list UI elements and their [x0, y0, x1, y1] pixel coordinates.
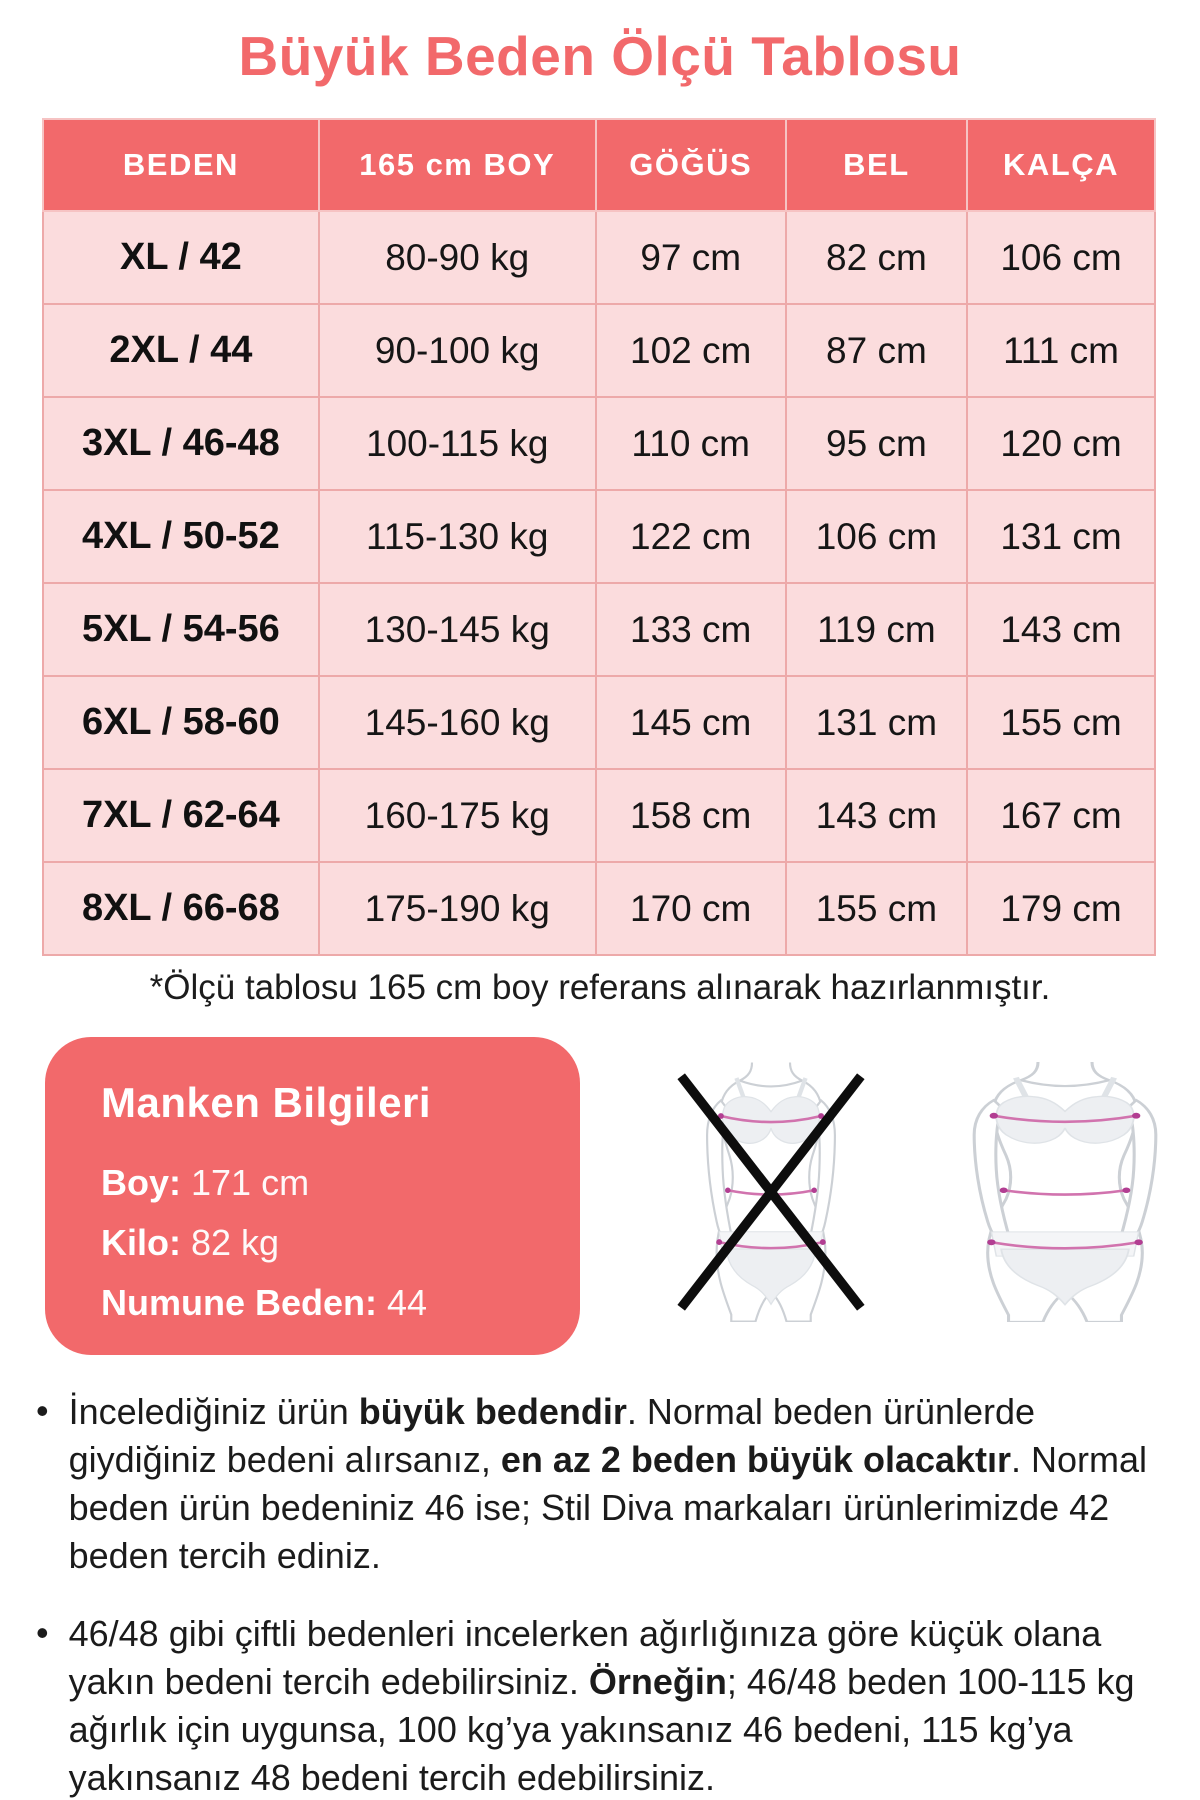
table-cell: 143 cm [967, 583, 1155, 676]
table-cell: 179 cm [967, 862, 1155, 955]
bold-text-segment: Örneğin [588, 1661, 727, 1702]
table-cell: 133 cm [596, 583, 786, 676]
table-cell: 143 cm [786, 769, 967, 862]
bold-text-segment: büyük bedendir [358, 1391, 627, 1432]
bullet-list [36, 1388, 1174, 1800]
table-cell: 122 cm [596, 490, 786, 583]
column-header: KALÇA [967, 119, 1155, 211]
table-cell: 102 cm [596, 304, 786, 397]
table-cell: 170 cm [596, 862, 786, 955]
table-cell: 155 cm [786, 862, 967, 955]
table-cell: 131 cm [967, 490, 1155, 583]
table-row [43, 862, 1155, 955]
table-cell: 6XL / 58-60 [43, 676, 319, 769]
model-info-card [45, 1037, 580, 1355]
model-info-value: 82 kg [190, 1222, 280, 1263]
table-row [43, 769, 1155, 862]
table-cell: 97 cm [596, 211, 786, 304]
table-cell: 106 cm [967, 211, 1155, 304]
table-cell: 111 cm [967, 304, 1155, 397]
size-table-head [43, 119, 1155, 211]
table-row [43, 304, 1155, 397]
size-table-wrap [42, 118, 1156, 956]
bullet-text [69, 1610, 1174, 1800]
table-cell: 119 cm [786, 583, 967, 676]
column-header: BEL [786, 119, 967, 211]
table-row [43, 211, 1155, 304]
table-row [43, 490, 1155, 583]
text-segment: 46/48 gibi çiftli bedenleri incelerken ağırlığınıza göre küçük olana yakın bedeni tercih edebilirsiniz. [68, 1613, 1102, 1702]
size-table [42, 118, 1156, 956]
table-cell: XL / 42 [43, 211, 319, 304]
size-table-body [43, 211, 1155, 955]
bullet-item [36, 1388, 1174, 1580]
model-info-label: Kilo: [101, 1222, 181, 1263]
table-cell: 158 cm [596, 769, 786, 862]
model-info-label: Numune Beden: [101, 1282, 378, 1323]
model-info-line [101, 1273, 550, 1333]
bullet-text [69, 1388, 1174, 1580]
table-cell: 3XL / 46-48 [43, 397, 319, 490]
body-silhouette-plus-icon [930, 1062, 1200, 1322]
table-cell: 175-190 kg [319, 862, 596, 955]
table-cell: 131 cm [786, 676, 967, 769]
model-info-line [101, 1153, 550, 1213]
table-cell: 106 cm [786, 490, 967, 583]
table-cell: 7XL / 62-64 [43, 769, 319, 862]
table-cell: 167 cm [967, 769, 1155, 862]
table-cell: 155 cm [967, 676, 1155, 769]
bullet-item [36, 1610, 1174, 1800]
text-segment: İncelediğiniz ürün [68, 1391, 359, 1432]
body-silhouette-slim-icon [676, 1062, 866, 1322]
table-cell: 8XL / 66-68 [43, 862, 319, 955]
table-cell: 2XL / 44 [43, 304, 319, 397]
table-cell: 145-160 kg [319, 676, 596, 769]
page-title: Büyük Beden Ölçü Tablosu [238, 25, 962, 87]
table-cell: 120 cm [967, 397, 1155, 490]
bold-text-segment: en az 2 beden büyük olacaktır [500, 1439, 1012, 1480]
table-cell: 145 cm [596, 676, 786, 769]
table-cell: 80-90 kg [319, 211, 596, 304]
model-info-value: 44 [387, 1282, 428, 1323]
table-row [43, 397, 1155, 490]
model-info-lines [101, 1153, 550, 1333]
model-info-label: Boy: [101, 1162, 181, 1203]
column-header: BEDEN [43, 119, 319, 211]
table-cell: 130-145 kg [319, 583, 596, 676]
table-cell: 4XL / 50-52 [43, 490, 319, 583]
bullet-dot-icon: • [36, 1612, 49, 1653]
table-cell: 95 cm [786, 397, 967, 490]
table-cell: 115-130 kg [319, 490, 596, 583]
table-row [43, 676, 1155, 769]
table-cell: 100-115 kg [319, 397, 596, 490]
table-cell: 110 cm [596, 397, 786, 490]
text-segment: ; 46/48 beden 100-115 kg ağırlık için uygunsa, 100 kg’ya yakınsanız 46 bedeni, 115 kg’ya yakınsanız 48 bedeni tercih edebilirsiniz. [68, 1661, 1135, 1798]
column-header: GÖĞÜS [596, 119, 786, 211]
model-info-line [101, 1213, 550, 1273]
column-header: 165 cm BOY [319, 119, 596, 211]
text-segment: . Normal beden ürün bedeniniz 46 ise; Stil Diva markaları ürünlerimizde 42 beden tercih ediniz. [68, 1439, 1148, 1576]
model-info-heading: Manken Bilgileri [101, 1079, 432, 1126]
table-row [43, 583, 1155, 676]
model-info-value: 171 cm [191, 1162, 310, 1203]
header-row [43, 119, 1155, 211]
table-cell: 90-100 kg [319, 304, 596, 397]
bullet-dot-icon: • [36, 1390, 49, 1431]
table-cell: 87 cm [786, 304, 967, 397]
table-cell: 5XL / 54-56 [43, 583, 319, 676]
table-cell: 82 cm [786, 211, 967, 304]
size-footnote: *Ölçü tablosu 165 cm boy referans alınarak hazırlanmıştır. [149, 968, 1051, 1007]
text-segment: . Normal beden ürünlerde giydiğiniz bedeni alırsanız, [68, 1391, 1036, 1480]
table-cell: 160-175 kg [319, 769, 596, 862]
